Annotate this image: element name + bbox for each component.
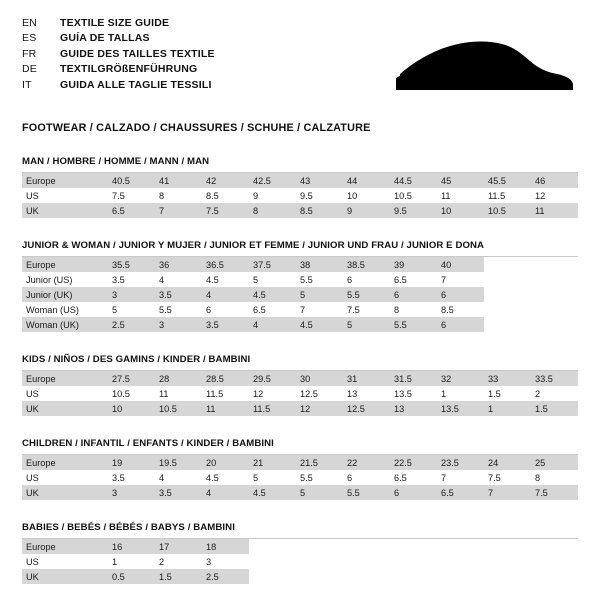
size-cell: 12 xyxy=(296,401,343,416)
size-cell: 10 xyxy=(108,401,155,416)
size-cell: 11.5 xyxy=(484,188,531,203)
empty-cell xyxy=(484,287,578,302)
size-group xyxy=(22,240,578,332)
size-cell: 3.5 xyxy=(202,317,249,332)
size-cell: 4 xyxy=(155,470,202,485)
size-cell: 11 xyxy=(155,386,202,401)
size-cell: 23.5 xyxy=(437,455,484,470)
size-cell: 6.5 xyxy=(390,272,437,287)
size-cell: 9 xyxy=(343,203,390,218)
size-cell: 5.5 xyxy=(296,470,343,485)
size-cell: 30 xyxy=(296,371,343,386)
size-cell: 3 xyxy=(108,287,155,302)
size-cell: 21.5 xyxy=(296,455,343,470)
table-row xyxy=(22,257,578,272)
size-table xyxy=(22,539,578,584)
table-row xyxy=(22,371,578,386)
size-cell: 5.5 xyxy=(296,272,343,287)
row-label: Europe xyxy=(22,539,108,554)
size-cell: 7.5 xyxy=(343,302,390,317)
size-cell: 4.5 xyxy=(249,287,296,302)
size-cell: 3.5 xyxy=(155,287,202,302)
language-code: FR xyxy=(22,47,37,60)
empty-cell xyxy=(249,554,578,569)
size-cell: 22.5 xyxy=(390,455,437,470)
size-cell: 38 xyxy=(296,257,343,272)
size-cell: 45 xyxy=(437,173,484,188)
row-label: Europe xyxy=(22,173,108,188)
row-label: UK xyxy=(22,203,108,218)
size-cell: 33 xyxy=(484,371,531,386)
row-label: Woman (UK) xyxy=(22,317,108,332)
size-cell: 22 xyxy=(343,455,390,470)
size-cell: 11 xyxy=(202,401,249,416)
table-row xyxy=(22,485,578,500)
size-cell: 5 xyxy=(249,272,296,287)
size-tables xyxy=(22,156,578,584)
size-cell: 16 xyxy=(108,539,155,554)
table-row xyxy=(22,569,578,584)
empty-cell xyxy=(484,272,578,287)
language-title: GUIDA ALLE TAGLIE TESSILI xyxy=(60,78,212,91)
size-cell: 10.5 xyxy=(155,401,202,416)
size-cell: 13.5 xyxy=(390,386,437,401)
size-cell: 11 xyxy=(437,188,484,203)
size-cell: 6 xyxy=(202,302,249,317)
size-cell: 9 xyxy=(249,188,296,203)
table-row xyxy=(22,470,578,485)
size-cell: 3 xyxy=(202,554,249,569)
language-title-list xyxy=(22,16,215,93)
size-cell: 1 xyxy=(108,554,155,569)
size-group-title: KIDS / NIÑOS / DES GAMINS / KINDER / BAMBINI xyxy=(22,354,578,371)
size-cell: 7.5 xyxy=(108,188,155,203)
size-group-title: BABIES / BEBÉS / BÉBÉS / BABYS / BAMBINI xyxy=(22,522,578,539)
size-cell: 8.5 xyxy=(296,203,343,218)
language-code: IT xyxy=(22,78,32,91)
size-cell: 3.5 xyxy=(108,470,155,485)
empty-cell xyxy=(249,539,578,554)
size-cell: 10 xyxy=(343,188,390,203)
size-cell: 0.5 xyxy=(108,569,155,584)
size-cell: 5 xyxy=(108,302,155,317)
size-cell: 5.5 xyxy=(343,485,390,500)
size-cell: 11.5 xyxy=(249,401,296,416)
size-cell: 7 xyxy=(437,470,484,485)
size-table xyxy=(22,173,578,218)
table-row xyxy=(22,203,578,218)
size-cell: 6.5 xyxy=(437,485,484,500)
size-cell: 46 xyxy=(531,173,578,188)
size-cell: 2 xyxy=(531,386,578,401)
size-cell: 11.5 xyxy=(202,386,249,401)
size-cell: 6 xyxy=(437,317,484,332)
size-cell: 40 xyxy=(437,257,484,272)
size-cell: 42 xyxy=(202,173,249,188)
row-label: UK xyxy=(22,569,108,584)
row-label: US xyxy=(22,470,108,485)
size-cell: 9.5 xyxy=(296,188,343,203)
size-cell: 9.5 xyxy=(390,203,437,218)
size-cell: 25 xyxy=(531,455,578,470)
size-cell: 6 xyxy=(343,272,390,287)
size-cell: 6 xyxy=(343,470,390,485)
size-cell: 8 xyxy=(531,470,578,485)
size-cell: 8.5 xyxy=(202,188,249,203)
size-cell: 13 xyxy=(390,401,437,416)
size-cell: 2.5 xyxy=(202,569,249,584)
size-table xyxy=(22,257,578,332)
row-label: US xyxy=(22,188,108,203)
size-cell: 36.5 xyxy=(202,257,249,272)
size-cell: 4.5 xyxy=(249,485,296,500)
row-label: Europe xyxy=(22,455,108,470)
size-cell: 4 xyxy=(202,287,249,302)
size-cell: 1.5 xyxy=(155,569,202,584)
size-cell: 17 xyxy=(155,539,202,554)
size-cell: 6.5 xyxy=(108,203,155,218)
size-cell: 12 xyxy=(249,386,296,401)
size-cell: 4 xyxy=(202,485,249,500)
size-cell: 36 xyxy=(155,257,202,272)
size-cell: 39 xyxy=(390,257,437,272)
size-cell: 5.5 xyxy=(343,287,390,302)
size-cell: 35.5 xyxy=(108,257,155,272)
language-title: TEXTILGRÖßENFÜHRUNG xyxy=(60,63,198,76)
size-cell: 8 xyxy=(155,188,202,203)
language-row xyxy=(22,31,215,46)
page-title: FOOTWEAR / CALZADO / CHAUSSURES / SCHUHE / CALZATURE xyxy=(22,122,371,134)
size-group-title: JUNIOR & WOMAN / JUNIOR Y MUJER / JUNIOR ET FEMME / JUNIOR UND FRAU / JUNIOR E DONA xyxy=(22,240,578,257)
size-cell: 5 xyxy=(296,287,343,302)
size-cell: 27.5 xyxy=(108,371,155,386)
size-group-title: MAN / HOMBRE / HOMME / MANN / MAN xyxy=(22,156,578,173)
size-group xyxy=(22,522,578,584)
size-cell: 4 xyxy=(249,317,296,332)
table-row xyxy=(22,272,578,287)
size-cell: 20 xyxy=(202,455,249,470)
size-cell: 12.5 xyxy=(296,386,343,401)
language-row xyxy=(22,47,215,62)
table-row xyxy=(22,287,578,302)
empty-cell xyxy=(484,317,578,332)
row-label: US xyxy=(22,386,108,401)
size-cell: 8.5 xyxy=(437,302,484,317)
size-cell: 44.5 xyxy=(390,173,437,188)
size-cell: 8 xyxy=(390,302,437,317)
size-group xyxy=(22,354,578,416)
row-label: Europe xyxy=(22,371,108,386)
language-row xyxy=(22,16,215,31)
language-title: GUIDE DES TAILLES TEXTILE xyxy=(60,47,215,60)
size-cell: 18 xyxy=(202,539,249,554)
size-cell: 7 xyxy=(296,302,343,317)
size-cell: 7.5 xyxy=(484,470,531,485)
size-cell: 41 xyxy=(155,173,202,188)
size-cell: 38.5 xyxy=(343,257,390,272)
size-cell: 7.5 xyxy=(202,203,249,218)
size-cell: 10.5 xyxy=(390,188,437,203)
size-cell: 5 xyxy=(296,485,343,500)
size-cell: 43 xyxy=(296,173,343,188)
size-cell: 7 xyxy=(484,485,531,500)
size-cell: 24 xyxy=(484,455,531,470)
empty-cell xyxy=(249,569,578,584)
size-cell: 33.5 xyxy=(531,371,578,386)
table-row xyxy=(22,401,578,416)
row-label: UK xyxy=(22,485,108,500)
size-cell: 3.5 xyxy=(108,272,155,287)
size-cell: 2 xyxy=(155,554,202,569)
size-cell: 6 xyxy=(437,287,484,302)
table-row xyxy=(22,302,578,317)
size-cell: 1 xyxy=(484,401,531,416)
size-cell: 10.5 xyxy=(484,203,531,218)
size-cell: 3 xyxy=(108,485,155,500)
size-group-title: CHILDREN / INFANTIL / ENFANTS / KINDER / BAMBINI xyxy=(22,438,578,455)
size-cell: 12 xyxy=(531,188,578,203)
size-cell: 5.5 xyxy=(390,317,437,332)
table-row xyxy=(22,455,578,470)
size-cell: 5 xyxy=(249,470,296,485)
size-cell: 4.5 xyxy=(296,317,343,332)
row-label: UK xyxy=(22,401,108,416)
size-cell: 28.5 xyxy=(202,371,249,386)
size-cell: 40.5 xyxy=(108,173,155,188)
size-cell: 31.5 xyxy=(390,371,437,386)
language-row xyxy=(22,62,215,77)
size-group xyxy=(22,438,578,500)
size-cell: 3.5 xyxy=(155,485,202,500)
size-cell: 1 xyxy=(437,386,484,401)
size-cell: 44 xyxy=(343,173,390,188)
language-title: GUÍA DE TALLAS xyxy=(60,32,150,45)
row-label: US xyxy=(22,554,108,569)
table-row xyxy=(22,554,578,569)
size-cell: 21 xyxy=(249,455,296,470)
size-cell: 8 xyxy=(249,203,296,218)
row-label: Junior (US) xyxy=(22,272,108,287)
size-cell: 29.5 xyxy=(249,371,296,386)
table-row xyxy=(22,173,578,188)
size-cell: 10.5 xyxy=(108,386,155,401)
language-title: TEXTILE SIZE GUIDE xyxy=(60,17,170,29)
size-cell: 32 xyxy=(437,371,484,386)
table-row xyxy=(22,539,578,554)
size-cell: 45.5 xyxy=(484,173,531,188)
size-cell: 6.5 xyxy=(249,302,296,317)
empty-cell xyxy=(484,302,578,317)
size-cell: 19 xyxy=(108,455,155,470)
size-cell: 19.5 xyxy=(155,455,202,470)
size-table xyxy=(22,371,578,416)
language-code: EN xyxy=(22,17,37,29)
size-cell: 42.5 xyxy=(249,173,296,188)
size-cell: 5 xyxy=(343,317,390,332)
size-cell: 2.5 xyxy=(108,317,155,332)
size-cell: 31 xyxy=(343,371,390,386)
size-cell: 3 xyxy=(155,317,202,332)
empty-cell xyxy=(484,257,578,272)
document-header xyxy=(22,16,578,108)
row-label: Woman (US) xyxy=(22,302,108,317)
language-row xyxy=(22,78,215,93)
size-cell: 12.5 xyxy=(343,401,390,416)
size-cell: 6 xyxy=(390,287,437,302)
size-cell: 28 xyxy=(155,371,202,386)
size-cell: 4.5 xyxy=(202,272,249,287)
size-cell: 13 xyxy=(343,386,390,401)
size-group xyxy=(22,156,578,218)
size-cell: 6 xyxy=(390,485,437,500)
size-cell: 7 xyxy=(155,203,202,218)
table-row xyxy=(22,386,578,401)
size-cell: 13.5 xyxy=(437,401,484,416)
size-cell: 37.5 xyxy=(249,257,296,272)
size-cell: 11 xyxy=(531,203,578,218)
size-cell: 1.5 xyxy=(531,401,578,416)
row-label: Junior (UK) xyxy=(22,287,108,302)
size-cell: 5.5 xyxy=(155,302,202,317)
size-cell: 7 xyxy=(437,272,484,287)
size-cell: 6.5 xyxy=(390,470,437,485)
row-label: Europe xyxy=(22,257,108,272)
table-row xyxy=(22,317,578,332)
size-cell: 4.5 xyxy=(202,470,249,485)
size-table xyxy=(22,455,578,500)
size-cell: 1.5 xyxy=(484,386,531,401)
language-code: ES xyxy=(22,32,37,45)
size-cell: 10 xyxy=(437,203,484,218)
dress-shoe-icon xyxy=(394,34,574,96)
language-code: DE xyxy=(22,63,37,76)
size-cell: 7.5 xyxy=(531,485,578,500)
table-row xyxy=(22,188,578,203)
size-cell: 4 xyxy=(155,272,202,287)
